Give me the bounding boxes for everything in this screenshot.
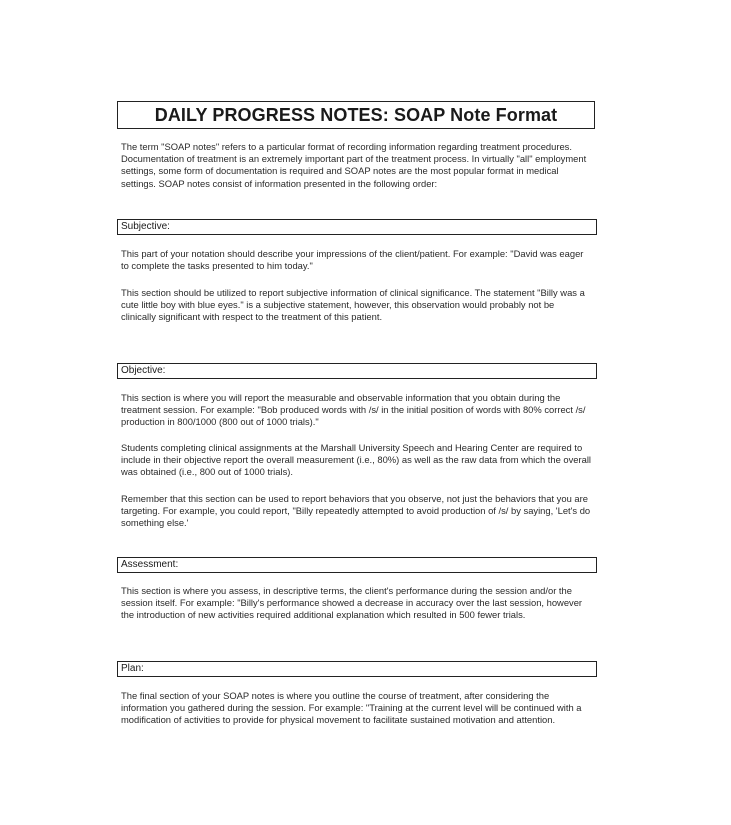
assessment-paragraph-1: This section is where you assess, in descriptive terms, the client's performance during the session and/or the session itself. For example: "Billy's performance showed a decrease in accuracy over the last session, however the introduction of new activities required additional explanation which resulted in 500 fewer trials. [121, 585, 583, 621]
section-heading-subjective: Subjective: [117, 219, 597, 235]
section-heading-plan: Plan: [117, 661, 597, 677]
objective-paragraph-3: Remember that this section can be used to report behaviors that you observe, not just the behaviors that you are targeting. For example, you could report, "Billy repeatedly attempted to avoid production of /s/ by saying, 'Let's do something else.' [121, 493, 591, 529]
intro-paragraph: The term "SOAP notes" refers to a particular format of recording information regarding treatment procedures. Documentation of treatment is an extremely important part of the treatment process. In virtually "all" employment settings, some form of documentation is required and SOAP notes are the most popular format in medical settings. SOAP notes consist of information presented in the following order: [121, 141, 587, 189]
objective-paragraph-2: Students completing clinical assignments at the Marshall University Speech and Hearing Center are required to include in their objective report the overall measurement (i.e., 80%) as well as the raw data from which the overall was obtained (i.e., 800 out of 1000 trials). [121, 442, 592, 478]
plan-paragraph-1: The final section of your SOAP notes is where you outline the course of treatment, after considering the information you gathered during the session. For example: "Training at the current level will be continued with a modification of activities to provide for physical movement to facilitate sustained motivation and attention. [121, 690, 582, 726]
objective-paragraph-1: This section is where you will report the measurable and observable information that you obtain during the treatment session. For example: "Bob produced words with /s/ in the initial position of words with 80% correct /s/ production in 800/1000 (800 out of 1000 trials)." [121, 392, 586, 428]
subjective-paragraph-2: This section should be utilized to report subjective information of clinical significance. The statement "Billy was a cute little boy with blue eyes." is a subjective statement, however, this observation would probably not be clinically significant with respect to the treatment of this patient. [121, 287, 585, 323]
section-heading-assessment: Assessment: [117, 557, 597, 573]
subjective-paragraph-1: This part of your notation should describe your impressions of the client/patient. For example: "David was eager to complete the tasks presented to him today." [121, 248, 584, 272]
document-title: DAILY PROGRESS NOTES: SOAP Note Format [117, 101, 595, 129]
section-heading-objective: Objective: [117, 363, 597, 379]
